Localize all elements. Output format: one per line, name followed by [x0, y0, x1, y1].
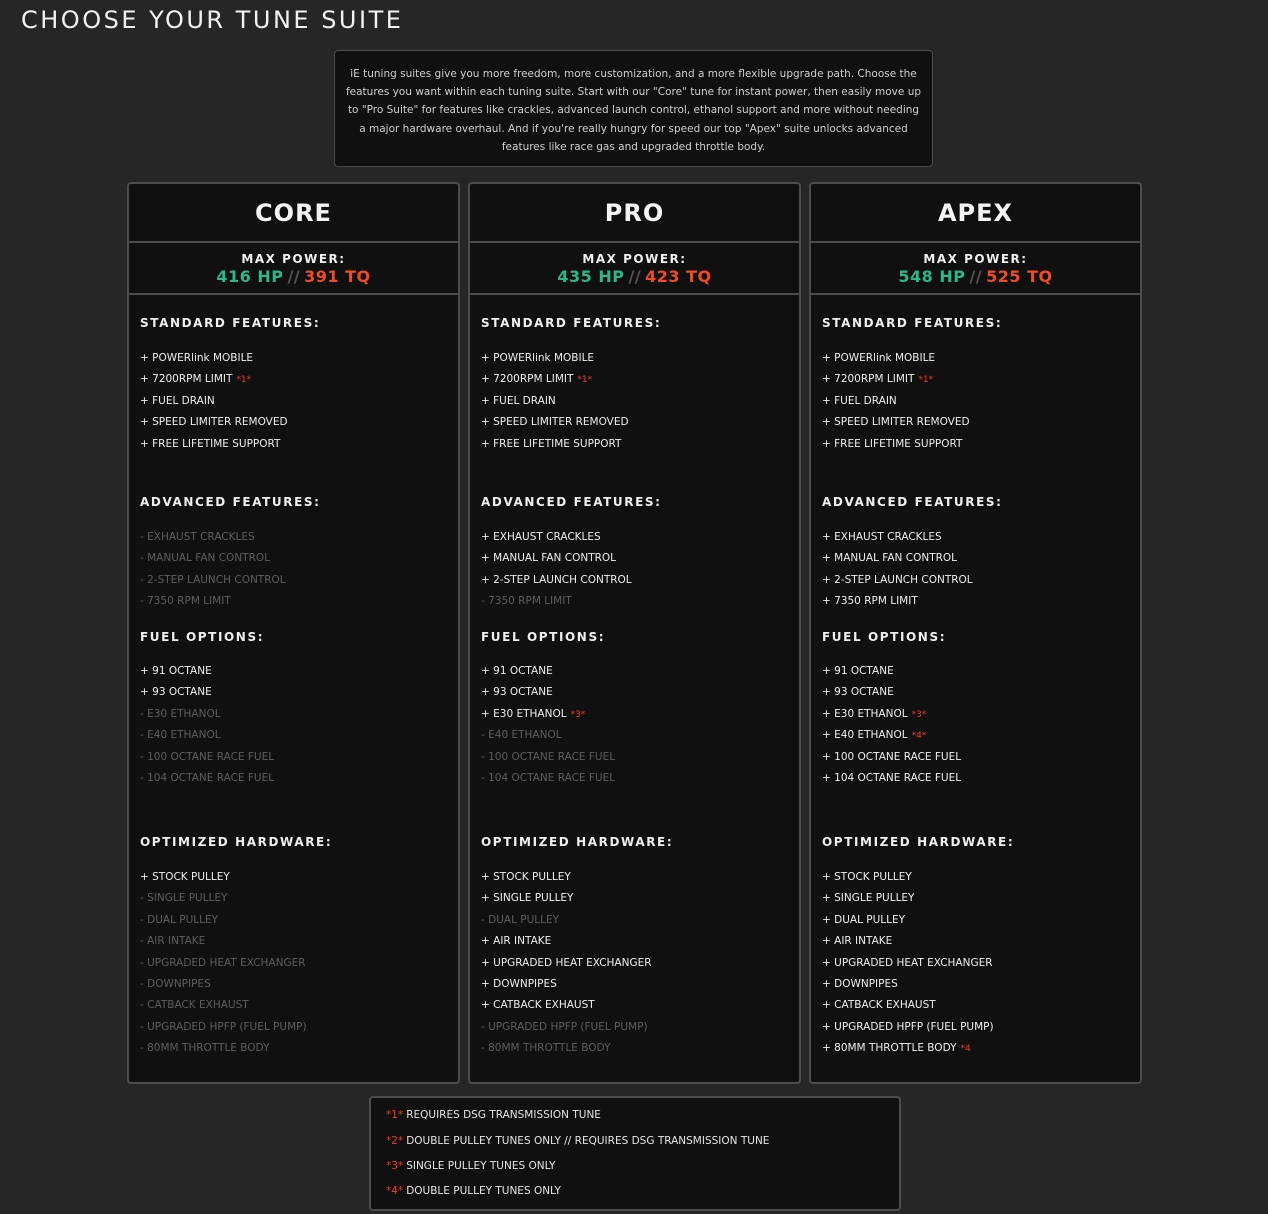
feature-item: [822, 978, 898, 990]
footnote-text: DOUBLE PULLEY TUNES ONLY // REQUIRES DSG TRANSMISSION TUNE: [406, 1135, 770, 1147]
feature-label: - E40 ETHANOL: [481, 729, 562, 742]
feature-item: [140, 416, 288, 428]
feature-label: + 7350 RPM LIMIT: [822, 595, 918, 608]
feature-note: *3*: [911, 709, 927, 720]
feature-label: + DOWNPIPES: [822, 978, 898, 990]
feature-item: [481, 352, 594, 364]
feature-item: [822, 686, 894, 698]
feature-item: [481, 708, 585, 720]
feature-item: [822, 892, 914, 904]
feature-item: [481, 772, 615, 784]
feature-label: + E40 ETHANOL: [822, 729, 908, 742]
feature-item: [140, 352, 253, 364]
feature-label: + 93 OCTANE: [140, 686, 212, 699]
feature-label: + FREE LIFETIME SUPPORT: [140, 437, 281, 450]
feature-item: [140, 531, 255, 543]
feature-item: [822, 552, 957, 564]
feature-item: [481, 1021, 648, 1033]
feature-item: [140, 914, 218, 926]
feature-item: [822, 395, 897, 407]
feature-item: [481, 438, 621, 450]
feature-label: + E30 ETHANOL: [481, 707, 567, 720]
feature-label: + 91 OCTANE: [822, 665, 894, 677]
feature-item: [140, 729, 221, 741]
feature-item: [481, 871, 571, 883]
footnote-mark: *1*: [386, 1109, 404, 1121]
feature-item: [822, 665, 894, 677]
feature-item: [822, 708, 926, 720]
feature-item: [822, 416, 970, 428]
feature-item: [481, 552, 616, 564]
feature-item: [481, 574, 632, 586]
section-heading-hardware: OPTIMIZED HARDWARE:: [481, 835, 674, 849]
feature-label: - 7350 RPM LIMIT: [481, 595, 572, 608]
feature-label: - AIR INTAKE: [140, 935, 206, 948]
feature-label: + CATBACK EXHAUST: [822, 999, 936, 1012]
feature-label: + STOCK PULLEY: [481, 871, 571, 883]
feature-item: [481, 1042, 611, 1054]
feature-note: *1*: [236, 375, 252, 386]
feature-item: [140, 552, 270, 564]
feature-note: *4*: [911, 731, 927, 742]
feature-item: [481, 665, 553, 677]
footnote-mark: *2*: [386, 1135, 404, 1147]
section-heading-advanced: ADVANCED FEATURES:: [140, 495, 321, 509]
feature-item: [140, 772, 274, 784]
hp-value: 548 HP: [898, 267, 966, 286]
card-title: APEX: [811, 184, 1140, 243]
feature-item: [140, 665, 212, 677]
feature-label: + 100 OCTANE RACE FUEL: [822, 750, 962, 763]
feature-label: - SINGLE PULLEY: [140, 892, 228, 905]
feature-label: - 7350 RPM LIMIT: [140, 595, 231, 608]
feature-label: - 80MM THROTTLE BODY: [140, 1042, 270, 1055]
feature-label: - E40 ETHANOL: [140, 729, 221, 742]
feature-item: [481, 914, 559, 926]
tq-value: 391 TQ: [304, 267, 371, 286]
footnote-text: REQUIRES DSG TRANSMISSION TUNE: [406, 1109, 601, 1121]
feature-item: [481, 531, 601, 543]
intro-description: iE tuning suites give you more freedom, more customization, and a more flexible upgrade path. Choose the features you want within each tuning suite. Start with our "Core" tune for instant power, then easily move up to "Pro Suite" for features like crackles, advanced launch control, ethanol support and more without needing a major hardware overhaul. And if you're really hungry for speed our top "Apex" suite unlocks advanced features like race gas and upgraded throttle body.: [334, 50, 933, 167]
feature-item: [140, 957, 306, 969]
feature-label: + 93 OCTANE: [481, 686, 553, 699]
feature-item: [481, 892, 573, 904]
feature-item: [481, 751, 615, 763]
feature-label: - 80MM THROTTLE BODY: [481, 1042, 611, 1055]
feature-label: + 2-STEP LAUNCH CONTROL: [481, 573, 632, 586]
feature-item: [822, 935, 892, 947]
tune-card-apex: [809, 182, 1142, 1084]
feature-label: + EXHAUST CRACKLES: [822, 531, 942, 543]
feature-label: + POWERlink MOBILE: [481, 352, 595, 364]
feature-label: + UPGRADED HEAT EXCHANGER: [822, 956, 993, 969]
feature-label: + MANUAL FAN CONTROL: [822, 552, 958, 565]
max-power-label: MAX POWER:: [582, 252, 687, 266]
feature-item: [822, 1021, 994, 1033]
footnote-item: [386, 1160, 555, 1172]
feature-item: [822, 531, 942, 543]
feature-item: [481, 957, 652, 969]
footnote-item: [386, 1185, 561, 1197]
feature-label: - MANUAL FAN CONTROL: [140, 552, 271, 565]
feature-label: + 2-STEP LAUNCH CONTROL: [822, 573, 973, 586]
feature-item: [481, 686, 553, 698]
card-title: CORE: [129, 184, 458, 243]
footnote-mark: *4*: [386, 1185, 404, 1197]
footnote-item: [386, 1109, 601, 1121]
footnote-text: SINGLE PULLEY TUNES ONLY: [406, 1160, 556, 1172]
section-heading-advanced: ADVANCED FEATURES:: [822, 495, 1003, 509]
section-heading-advanced: ADVANCED FEATURES:: [481, 495, 662, 509]
feature-item: [140, 751, 274, 763]
feature-item: [140, 871, 230, 883]
feature-label: + FUEL DRAIN: [140, 394, 215, 407]
feature-label: + SPEED LIMITER REMOVED: [481, 416, 629, 429]
feature-label: + UPGRADED HEAT EXCHANGER: [481, 956, 652, 969]
section-heading-standard: STANDARD FEATURES:: [822, 316, 1003, 330]
feature-label: + FUEL DRAIN: [481, 394, 556, 407]
feature-label: + FREE LIFETIME SUPPORT: [822, 437, 963, 450]
footnote-item: [386, 1135, 769, 1147]
feature-label: + STOCK PULLEY: [140, 871, 230, 883]
feature-item: [822, 957, 993, 969]
hp-value: 416 HP: [216, 267, 284, 286]
section-heading-fuel: FUEL OPTIONS:: [481, 630, 606, 644]
feature-item: [481, 978, 557, 990]
feature-item: [481, 999, 595, 1011]
feature-label: + DUAL PULLEY: [822, 913, 906, 926]
feature-label: - UPGRADED HPFP (FUEL PUMP): [140, 1020, 307, 1033]
feature-note: *4: [960, 1044, 971, 1055]
max-power-label: MAX POWER:: [923, 252, 1028, 266]
feature-item: [822, 914, 905, 926]
feature-label: + AIR INTAKE: [481, 935, 552, 948]
feature-item: [140, 892, 227, 904]
feature-note: *1*: [918, 375, 934, 386]
max-power-values: [470, 267, 799, 286]
max-power-values: [811, 267, 1140, 286]
feature-item: [140, 935, 205, 947]
feature-label: + AIR INTAKE: [822, 935, 893, 948]
feature-label: + FREE LIFETIME SUPPORT: [481, 437, 622, 450]
feature-item: [822, 1042, 971, 1054]
feature-label: + SPEED LIMITER REMOVED: [822, 416, 970, 429]
feature-label: + UPGRADED HPFP (FUEL PUMP): [822, 1020, 994, 1033]
feature-item: [140, 438, 280, 450]
feature-label: + E30 ETHANOL: [822, 707, 908, 720]
feature-item: [140, 686, 212, 698]
hp-value: 435 HP: [557, 267, 625, 286]
feature-item: [822, 574, 973, 586]
feature-label: + CATBACK EXHAUST: [481, 999, 595, 1012]
feature-label: + EXHAUST CRACKLES: [481, 531, 601, 543]
feature-label: - DUAL PULLEY: [481, 913, 560, 926]
feature-label: + 7200RPM LIMIT: [481, 373, 574, 386]
feature-item: [822, 352, 935, 364]
feature-note: *1*: [577, 375, 593, 386]
feature-label: + 104 OCTANE RACE FUEL: [822, 772, 962, 784]
feature-label: - DOWNPIPES: [140, 978, 211, 990]
feature-label: + SPEED LIMITER REMOVED: [140, 416, 288, 429]
feature-label: + 91 OCTANE: [140, 665, 212, 677]
feature-label: - 104 OCTANE RACE FUEL: [140, 772, 275, 784]
feature-label: - DUAL PULLEY: [140, 913, 219, 926]
feature-item: [481, 729, 562, 741]
feature-item: [140, 595, 231, 607]
feature-item: [822, 595, 918, 607]
feature-label: + STOCK PULLEY: [822, 871, 912, 883]
feature-item: [822, 373, 933, 385]
feature-item: [481, 373, 592, 385]
power-separator: //: [969, 267, 983, 286]
feature-label: - E30 ETHANOL: [140, 707, 221, 720]
section-heading-hardware: OPTIMIZED HARDWARE:: [140, 835, 333, 849]
feature-item: [481, 935, 551, 947]
max-power-block: [470, 243, 799, 295]
feature-item: [822, 871, 912, 883]
max-power-block: [811, 243, 1140, 295]
power-separator: //: [287, 267, 301, 286]
section-heading-hardware: OPTIMIZED HARDWARE:: [822, 835, 1015, 849]
feature-item: [140, 708, 221, 720]
feature-label: + 7200RPM LIMIT: [140, 373, 233, 386]
feature-label: + 80MM THROTTLE BODY: [822, 1042, 957, 1055]
section-heading-fuel: FUEL OPTIONS:: [822, 630, 947, 644]
feature-item: [140, 1021, 307, 1033]
feature-label: - EXHAUST CRACKLES: [140, 531, 255, 543]
feature-label: + 91 OCTANE: [481, 665, 553, 677]
feature-label: + FUEL DRAIN: [822, 394, 897, 407]
feature-item: [140, 1042, 270, 1054]
feature-item: [822, 999, 936, 1011]
feature-item: [822, 438, 962, 450]
tq-value: 525 TQ: [986, 267, 1053, 286]
feature-label: + DOWNPIPES: [481, 978, 557, 990]
feature-label: + SINGLE PULLEY: [822, 892, 915, 905]
section-heading-fuel: FUEL OPTIONS:: [140, 630, 265, 644]
feature-item: [481, 395, 556, 407]
section-heading-standard: STANDARD FEATURES:: [140, 316, 321, 330]
feature-label: - 100 OCTANE RACE FUEL: [481, 750, 616, 763]
feature-label: + SINGLE PULLEY: [481, 892, 574, 905]
feature-label: + POWERlink MOBILE: [822, 352, 936, 364]
feature-label: - UPGRADED HPFP (FUEL PUMP): [481, 1020, 648, 1033]
feature-label: + 93 OCTANE: [822, 686, 894, 699]
feature-label: - 100 OCTANE RACE FUEL: [140, 750, 275, 763]
feature-item: [140, 574, 286, 586]
card-title: PRO: [470, 184, 799, 243]
feature-label: + POWERlink MOBILE: [140, 352, 254, 364]
footnotes-box: [369, 1096, 901, 1211]
feature-label: - CATBACK EXHAUST: [140, 999, 249, 1012]
feature-label: + 7200RPM LIMIT: [822, 373, 915, 386]
feature-label: + MANUAL FAN CONTROL: [481, 552, 617, 565]
feature-item: [822, 729, 926, 741]
max-power-label: MAX POWER:: [241, 252, 346, 266]
feature-note: *3*: [570, 709, 586, 720]
page-title: CHOOSE YOUR TUNE SUITE: [21, 6, 404, 34]
feature-item: [140, 373, 251, 385]
feature-item: [481, 416, 629, 428]
feature-item: [822, 751, 961, 763]
feature-item: [822, 772, 961, 784]
section-heading-standard: STANDARD FEATURES:: [481, 316, 662, 330]
footnote-mark: *3*: [386, 1160, 404, 1172]
max-power-block: [129, 243, 458, 295]
tune-card-core: [127, 182, 460, 1084]
footnote-text: DOUBLE PULLEY TUNES ONLY: [406, 1185, 561, 1197]
max-power-values: [129, 267, 458, 286]
tune-card-pro: [468, 182, 801, 1084]
feature-item: [140, 395, 215, 407]
feature-item: [140, 978, 211, 990]
tq-value: 423 TQ: [645, 267, 712, 286]
feature-label: - UPGRADED HEAT EXCHANGER: [140, 956, 306, 969]
feature-item: [140, 999, 249, 1011]
feature-label: - 104 OCTANE RACE FUEL: [481, 772, 616, 784]
feature-item: [481, 595, 572, 607]
power-separator: //: [628, 267, 642, 286]
feature-label: - 2-STEP LAUNCH CONTROL: [140, 573, 286, 586]
